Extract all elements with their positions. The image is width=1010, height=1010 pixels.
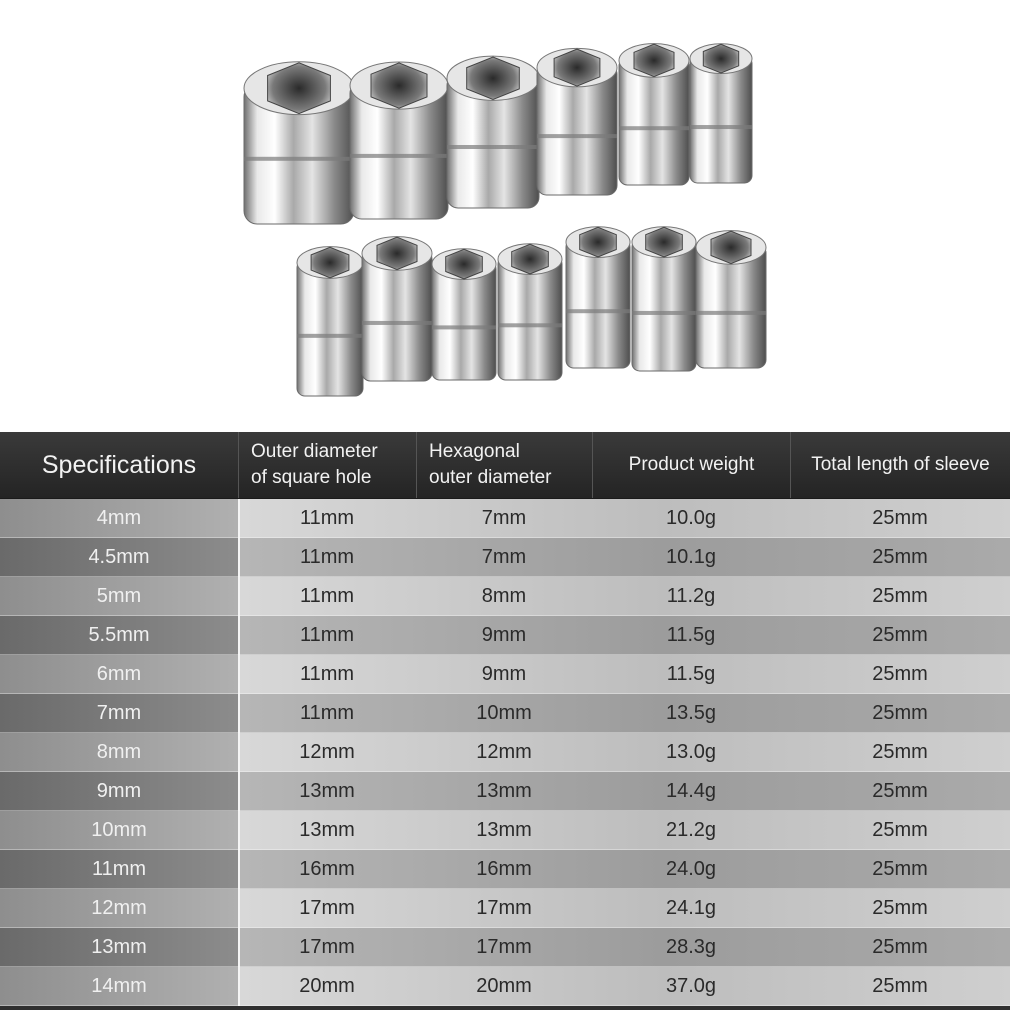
socket-icon	[498, 244, 562, 380]
table-row	[0, 733, 1010, 772]
header-product-weight: Product weight	[592, 432, 790, 498]
cell-specification: 7mm	[0, 694, 238, 733]
cell-product-weight: 24.1g	[665, 897, 717, 919]
header-square-hole-diameter: Outer diameter of square hole	[238, 432, 416, 498]
table-row	[0, 889, 1010, 928]
socket-icon	[350, 62, 448, 219]
row-divider	[0, 1005, 1010, 1006]
cell-product-weight: 13.0g	[665, 741, 717, 763]
table-row	[0, 967, 1010, 1006]
cell-product-weight: 11.2g	[666, 585, 716, 607]
table-row	[0, 616, 1010, 655]
cell-product-weight: 10.0g	[665, 507, 717, 529]
cell-square-hole-diameter: 11mm	[299, 702, 355, 724]
cell-square-hole-diameter: 11mm	[299, 546, 355, 568]
cell-hexagonal-diameter: 17mm	[476, 897, 532, 919]
cell-specification: 9mm	[0, 772, 238, 811]
cell-square-hole-diameter: 13mm	[299, 780, 355, 802]
socket-icon	[690, 44, 752, 183]
cell-hexagonal-diameter: 20mm	[476, 975, 532, 997]
cell-hexagonal-diameter: 7mm	[481, 507, 527, 529]
cell-square-hole-diameter: 17mm	[299, 897, 355, 919]
table-row	[0, 694, 1010, 733]
table-row	[0, 655, 1010, 694]
cell-specification: 6mm	[0, 655, 238, 694]
cell-total-length: 25mm	[872, 975, 928, 997]
socket-icon	[362, 237, 432, 381]
cell-square-hole-diameter: 11mm	[299, 585, 355, 607]
table-row	[0, 811, 1010, 850]
cell-product-weight: 11.5g	[666, 624, 716, 646]
cell-hexagonal-diameter: 16mm	[476, 858, 532, 880]
cell-hexagonal-diameter: 8mm	[481, 585, 527, 607]
cell-hexagonal-diameter: 12mm	[476, 741, 532, 763]
cell-total-length: 25mm	[872, 663, 928, 685]
cell-square-hole-diameter: 11mm	[299, 507, 355, 529]
table-row	[0, 850, 1010, 889]
socket-icon	[696, 231, 766, 368]
cell-total-length: 25mm	[872, 936, 928, 958]
cell-specification: 5mm	[0, 577, 238, 616]
cell-product-weight: 21.2g	[665, 819, 717, 841]
socket-icon	[632, 227, 696, 371]
socket-icon	[447, 56, 539, 208]
cell-total-length: 25mm	[872, 546, 928, 568]
table-row	[0, 928, 1010, 967]
cell-square-hole-diameter: 11mm	[299, 624, 355, 646]
cell-hexagonal-diameter: 9mm	[481, 624, 527, 646]
cell-square-hole-diameter: 11mm	[299, 663, 355, 685]
product-photo	[0, 0, 1010, 430]
cell-hexagonal-diameter: 7mm	[481, 546, 527, 568]
table-row	[0, 772, 1010, 811]
cell-square-hole-diameter: 12mm	[299, 741, 355, 763]
cell-hexagonal-diameter: 13mm	[476, 780, 532, 802]
cell-square-hole-diameter: 20mm	[299, 975, 355, 997]
cell-total-length: 25mm	[872, 858, 928, 880]
cell-product-weight: 11.5g	[666, 663, 716, 685]
cell-total-length: 25mm	[872, 741, 928, 763]
cell-specification: 11mm	[0, 850, 238, 889]
cell-specification: 13mm	[0, 928, 238, 967]
socket-set-image	[0, 0, 1010, 430]
cell-specification: 10mm	[0, 811, 238, 850]
cell-hexagonal-diameter: 13mm	[476, 819, 532, 841]
cell-hexagonal-diameter: 10mm	[476, 702, 532, 724]
table-header-row	[0, 432, 1010, 499]
header-hexagonal-diameter: Hexagonal outer diameter	[416, 432, 592, 498]
cell-product-weight: 14.4g	[665, 780, 717, 802]
cell-product-weight: 24.0g	[665, 858, 717, 880]
cell-specification: 4.5mm	[0, 538, 238, 577]
cell-total-length: 25mm	[872, 702, 928, 724]
socket-icon	[297, 247, 363, 396]
socket-icon	[244, 62, 354, 224]
table-row	[0, 499, 1010, 538]
cell-specification: 12mm	[0, 889, 238, 928]
socket-icon	[566, 227, 630, 368]
cell-specification: 14mm	[0, 967, 238, 1006]
cell-specification: 5.5mm	[0, 616, 238, 655]
table-row	[0, 538, 1010, 577]
header-specifications: Specifications	[41, 451, 197, 479]
cell-total-length: 25mm	[872, 780, 928, 802]
cell-total-length: 25mm	[872, 819, 928, 841]
table-row	[0, 577, 1010, 616]
cell-total-length: 25mm	[872, 624, 928, 646]
specification-table	[0, 432, 1010, 1010]
cell-product-weight: 28.3g	[665, 936, 717, 958]
socket-icon	[537, 48, 617, 195]
cell-hexagonal-diameter: 17mm	[476, 936, 532, 958]
cell-specification: 8mm	[0, 733, 238, 772]
cell-square-hole-diameter: 13mm	[299, 819, 355, 841]
cell-product-weight: 37.0g	[665, 975, 717, 997]
cell-total-length: 25mm	[872, 507, 928, 529]
cell-total-length: 25mm	[872, 897, 928, 919]
socket-icon	[619, 44, 689, 185]
socket-icon	[432, 249, 496, 380]
cell-product-weight: 13.5g	[665, 702, 717, 724]
cell-specification: 4mm	[0, 499, 238, 538]
cell-hexagonal-diameter: 9mm	[481, 663, 527, 685]
header-total-length: Total length of sleeve	[790, 432, 1010, 498]
cell-square-hole-diameter: 17mm	[299, 936, 355, 958]
cell-total-length: 25mm	[872, 585, 928, 607]
cell-product-weight: 10.1g	[665, 546, 717, 568]
cell-square-hole-diameter: 16mm	[299, 858, 355, 880]
